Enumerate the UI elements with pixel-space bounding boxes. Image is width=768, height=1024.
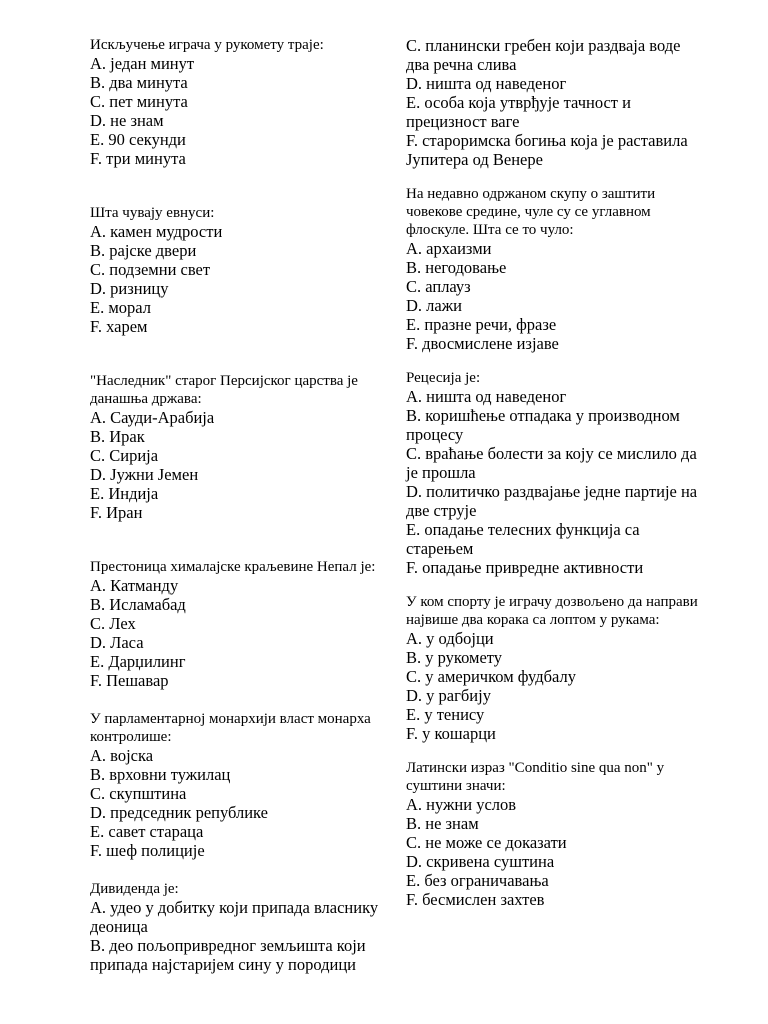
answer-option: E. савет стараца xyxy=(90,822,204,841)
answer-option: C. планински гребен који раздваја воде два речна слива xyxy=(406,36,681,74)
answer-option: E. Дарџилинг xyxy=(90,652,186,671)
answer-option: F. двосмислене изјаве xyxy=(406,334,559,353)
answer-option: A. ништа од наведеног xyxy=(406,387,567,406)
answer-option: D. ризницу xyxy=(90,279,169,298)
answer-option: A. у одбојци xyxy=(406,629,494,648)
question-text: Шта чувају евнуси: xyxy=(90,205,215,221)
answer-option: A. архаизми xyxy=(406,239,492,258)
answer-option: D. ништа од наведеног xyxy=(406,74,567,93)
question-text: У ком спорту је играчу дозвољено да направи највише два корака са лоптом у рукама: xyxy=(406,594,698,628)
question-block xyxy=(90,710,380,860)
answer-option: B. коришћење отпадака у производном процесу xyxy=(406,406,680,444)
answer-option: A. Сауди-Арабија xyxy=(90,408,215,427)
question-text: На недавно одржаном скупу о заштити човекове средине, чуле су се углавном флоскуле. Шта се то чуло: xyxy=(406,186,656,238)
answer-option: A. камен мудрости xyxy=(90,222,223,241)
answer-option: B. рајске двери xyxy=(90,241,197,260)
answer-option: C. скупштина xyxy=(90,784,187,803)
answer-option: F. шеф полиције xyxy=(90,841,205,860)
question-block xyxy=(90,36,380,168)
question-block xyxy=(406,369,706,577)
answer-option: B. не знам xyxy=(406,814,479,833)
question-text: Рецесија је: xyxy=(406,370,481,386)
question-block xyxy=(406,36,706,169)
answer-option: A. удео у добитку који припада власнику деоница xyxy=(90,898,379,936)
answer-option: B. Ирак xyxy=(90,427,145,446)
question-text: Латински израз "Conditio sine qua non" у суштини значи: xyxy=(406,760,665,794)
question-block xyxy=(406,185,706,353)
answer-option: A. војска xyxy=(90,746,154,765)
answer-option: E. 90 секунди xyxy=(90,130,186,149)
answer-option: B. у рукомету xyxy=(406,648,503,667)
answer-option: A. Катманду xyxy=(90,576,179,595)
answer-option: E. празне речи, фразе xyxy=(406,315,557,334)
answer-option: F. три минута xyxy=(90,149,186,168)
answer-option: E. у тенису xyxy=(406,705,485,724)
answer-option: B. врховни тужилац xyxy=(90,765,231,784)
question-text: Престоница хималајске краљевине Непал је: xyxy=(90,559,376,575)
answer-option: C. не може се доказати xyxy=(406,833,567,852)
answer-option: C. у америчком фудбалу xyxy=(406,667,577,686)
question-text: У парламентарној монархији власт монарха контролише: xyxy=(90,711,371,745)
question-text: Дивиденда је: xyxy=(90,881,179,897)
answer-option: B. део пољопривредног земљишта који припада најстаријем сину у породици xyxy=(90,936,366,974)
answer-option: E. морал xyxy=(90,298,151,317)
answer-option: B. два минута xyxy=(90,73,188,92)
answer-option: E. особа која утврђује тачност и прецизност ваге xyxy=(406,93,631,131)
answer-option: D. лажи xyxy=(406,296,462,315)
left-column xyxy=(90,36,380,974)
answer-option: F. Иран xyxy=(90,503,143,522)
question-block xyxy=(406,593,706,743)
question-text: "Наследник" старог Персијског царства је данашња држава: xyxy=(90,373,358,407)
question-block xyxy=(406,759,706,909)
question-block xyxy=(90,880,380,974)
answer-option: D. не знам xyxy=(90,111,164,130)
question-block xyxy=(90,204,380,336)
right-column xyxy=(406,36,706,909)
answer-option: C. аплауз xyxy=(406,277,471,296)
answer-option: C. Лех xyxy=(90,614,136,633)
question-block xyxy=(90,558,380,690)
answer-option: D. Ласа xyxy=(90,633,144,652)
answer-option: F. староримска богиња која је раставила Јупитера од Венере xyxy=(406,131,688,169)
answer-option: E. опадање телесних функција са старењем xyxy=(406,520,640,558)
answer-option: D. у рагбију xyxy=(406,686,491,705)
answer-option: F. у кошарци xyxy=(406,724,496,743)
answer-option: E. без ограничавања xyxy=(406,871,549,890)
answer-option: D. политичко раздвајање једне партије на две струје xyxy=(406,482,698,520)
answer-option: A. нужни услов xyxy=(406,795,517,814)
answer-option: C. Сирија xyxy=(90,446,159,465)
answer-option: D. Јужни Јемен xyxy=(90,465,199,484)
answer-option: A. један минут xyxy=(90,54,195,73)
answer-option: B. Исламабад xyxy=(90,595,186,614)
answer-option: B. негодовање xyxy=(406,258,507,277)
question-block xyxy=(90,372,380,522)
answer-option: D. скривена суштина xyxy=(406,852,555,871)
answer-option: D. председник републике xyxy=(90,803,268,822)
answer-option: F. опадање привредне активности xyxy=(406,558,644,577)
answer-option: C. пет минута xyxy=(90,92,188,111)
answer-option: C. подземни свет xyxy=(90,260,211,279)
question-text: Искључење играча у рукомету траје: xyxy=(90,37,324,53)
answer-option: F. харем xyxy=(90,317,148,336)
answer-option: C. враћање болести за коју се мислило да је прошла xyxy=(406,444,697,482)
answer-option: F. бесмислен захтев xyxy=(406,890,545,909)
answer-option: E. Индија xyxy=(90,484,159,503)
answer-option: F. Пешавар xyxy=(90,671,169,690)
